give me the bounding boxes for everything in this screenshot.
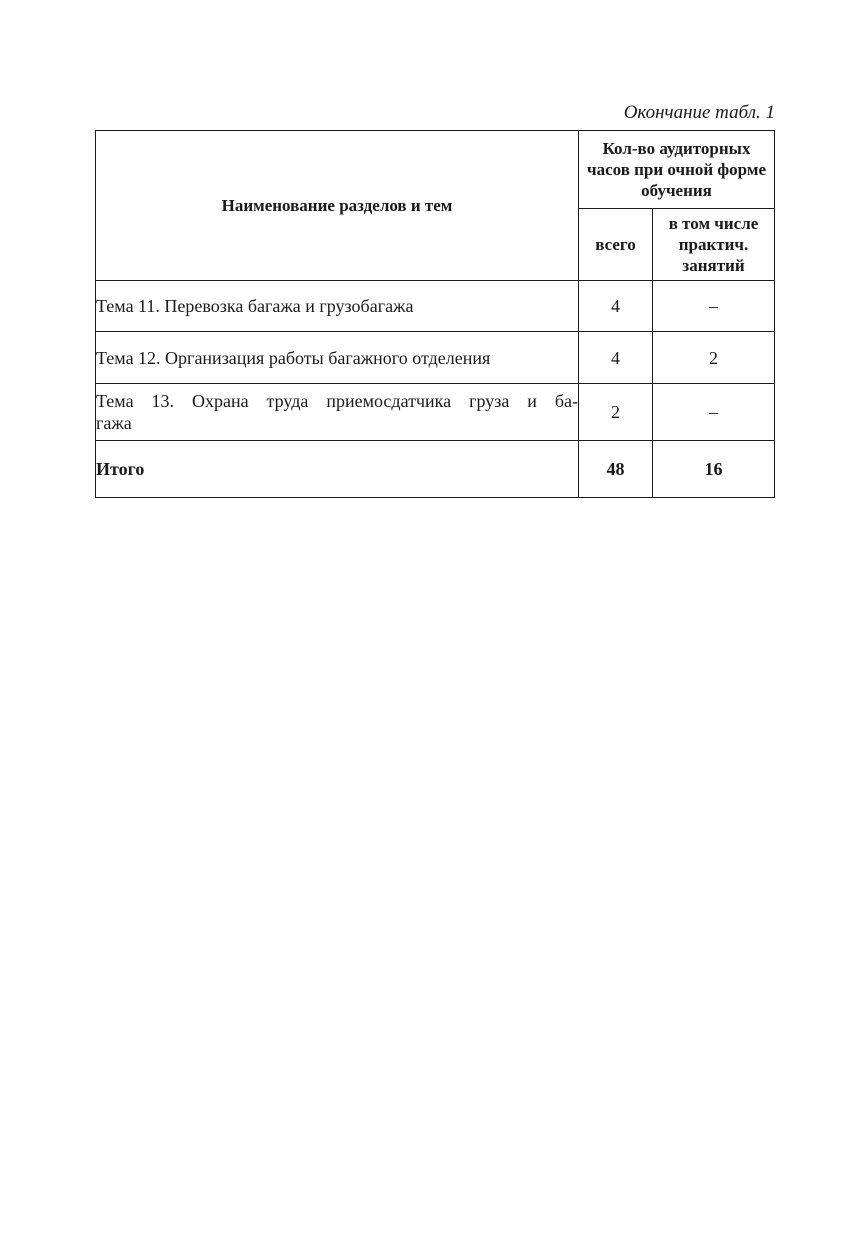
row-name bbox=[96, 384, 579, 441]
row-total: 4 bbox=[579, 332, 653, 384]
row-total: 4 bbox=[579, 281, 653, 332]
hours-table bbox=[95, 130, 775, 498]
row-name-line2: гажа bbox=[96, 413, 132, 433]
total-label: Итого bbox=[96, 441, 579, 498]
row-total: 2 bbox=[579, 384, 653, 441]
table-row bbox=[96, 281, 775, 332]
table-row bbox=[96, 332, 775, 384]
table-header-row bbox=[96, 131, 775, 209]
header-practical bbox=[653, 209, 775, 281]
total-practical: 16 bbox=[653, 441, 775, 498]
table-total-row bbox=[96, 441, 775, 498]
row-name: Тема 12. Организация работы багажного отделения bbox=[96, 332, 579, 384]
header-hours-group bbox=[579, 131, 775, 209]
total-hours: 48 bbox=[579, 441, 653, 498]
table-row bbox=[96, 384, 775, 441]
row-practical: – bbox=[653, 281, 775, 332]
row-practical: – bbox=[653, 384, 775, 441]
header-total: всего bbox=[579, 209, 653, 281]
table-caption: Окончание табл. 1 bbox=[623, 102, 775, 123]
header-practical-text: в том числе практич. занятий bbox=[668, 214, 759, 275]
row-name-line1: Тема 13. Охрана труда приемосдатчика груза и ба- bbox=[96, 391, 578, 411]
header-hours-group-text: Кол-во аудиторных часов при очной форме обучения bbox=[587, 139, 767, 200]
row-practical: 2 bbox=[653, 332, 775, 384]
row-name: Тема 11. Перевозка багажа и грузобагажа bbox=[96, 281, 579, 332]
header-section-name: Наименование разделов и тем bbox=[96, 131, 579, 281]
